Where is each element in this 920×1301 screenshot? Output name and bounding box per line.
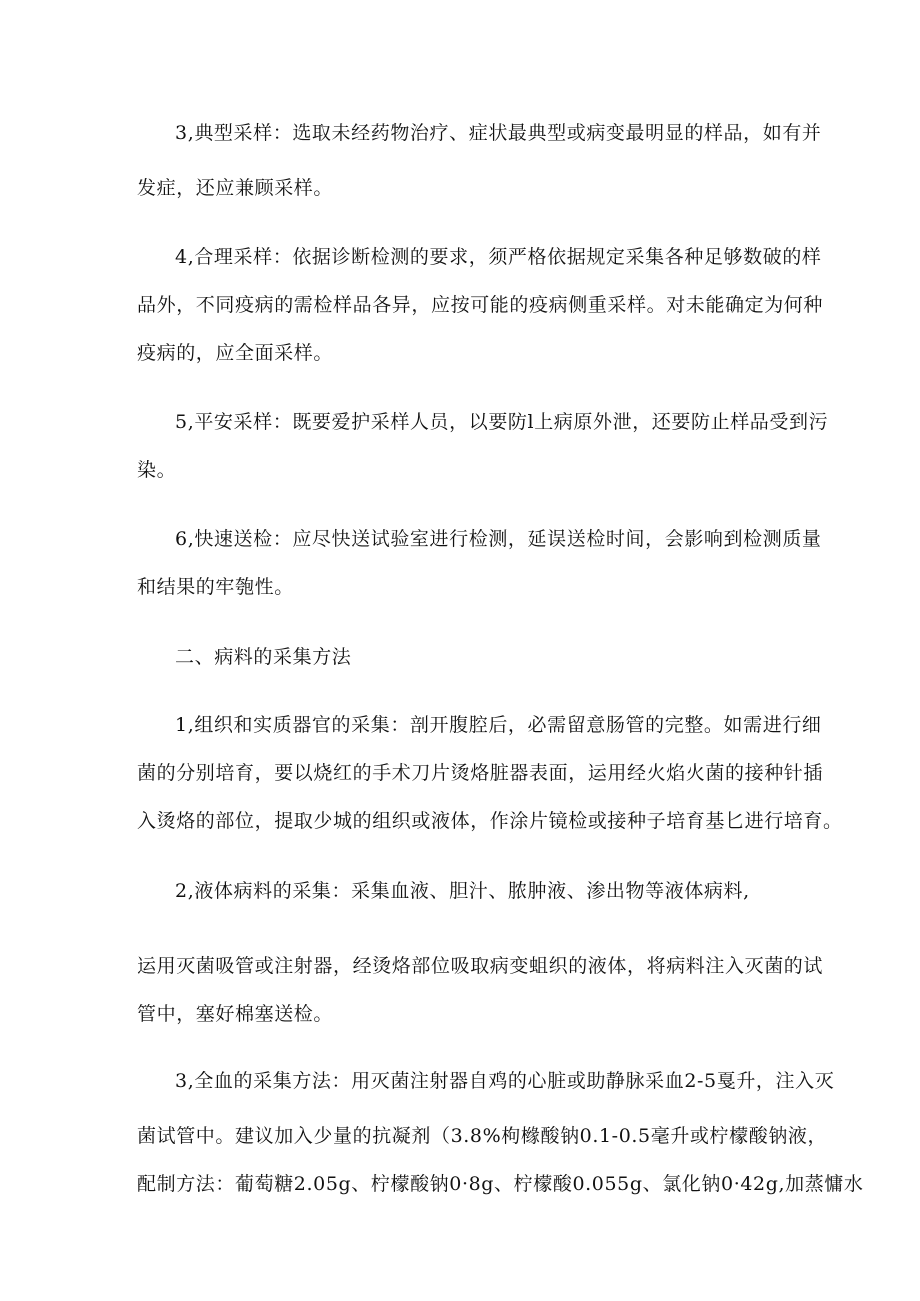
text-line: 疫病的，应全面采样。 xyxy=(137,342,334,364)
text-line: 5,平安采样：既要爱护采样人员，以要防l上病原外泄，还要防止样品受到污 xyxy=(175,411,829,433)
text-line: 管中，塞好棉塞送检。 xyxy=(137,1003,334,1025)
text-line: 发症，还应兼顾采样。 xyxy=(137,177,334,199)
section-heading: 二、病料的采集方法 xyxy=(175,646,352,668)
text-line: 菌试管中。建议加入少量的抗凝剂（3.8%枸橼酸钠0.1-0.5毫升或柠檬酸钠液， xyxy=(137,1125,828,1147)
text-line: 菌的分别培育，要以烧红的手术刀片烫烙脏器表面，运用经火焰火菌的接种针插 xyxy=(137,762,824,784)
text-line: 2,液体病料的采集：采集血液、胆汁、脓肿液、渗出物等液体病料, xyxy=(175,880,750,902)
text-line: 品外，不同疫病的需检样品各异，应按可能的疫病侧重采样。对未能确定为何种 xyxy=(137,294,824,316)
text-line: 入烫烙的部位，提取少城的组织或液体，作涂片镜检或接种子培育基匕进行培育。 xyxy=(137,810,843,832)
text-line: 染。 xyxy=(137,459,177,481)
text-line: 4,合理采样：依据诊断检测的要求，须严格依据规定采集各种足够数破的样 xyxy=(175,246,822,268)
text-line: 3,典型采样：选取未经药物治疗、症状最典型或病变最明显的样品，如有并 xyxy=(175,122,822,144)
text-line: 和结果的牢匏性。 xyxy=(137,576,294,598)
text-line: 1,组织和实质器官的采集：剖开腹腔后，必需留意肠管的完整。如需进行细 xyxy=(175,714,822,736)
text-line: 运用灭菌吸管或注射器，经烫烙部位吸取病变蛆织的液体，将病料注入灭菌的试 xyxy=(137,955,824,977)
text-line: 6,快速送检：应尽快送试验室进行检测，延误送检时间，会影响到检测质量 xyxy=(175,528,822,550)
text-line: 配制方法：葡萄糖2.05g、柠檬酸钠0·8g、柠檬酸0.055g、氯化钠0·42g,加蒸慵水 xyxy=(137,1173,864,1195)
text-line: 3,全血的采集方法：用灭菌注射器自鸡的心脏或助静脉采血2-5戛升，注入灭 xyxy=(175,1070,835,1092)
